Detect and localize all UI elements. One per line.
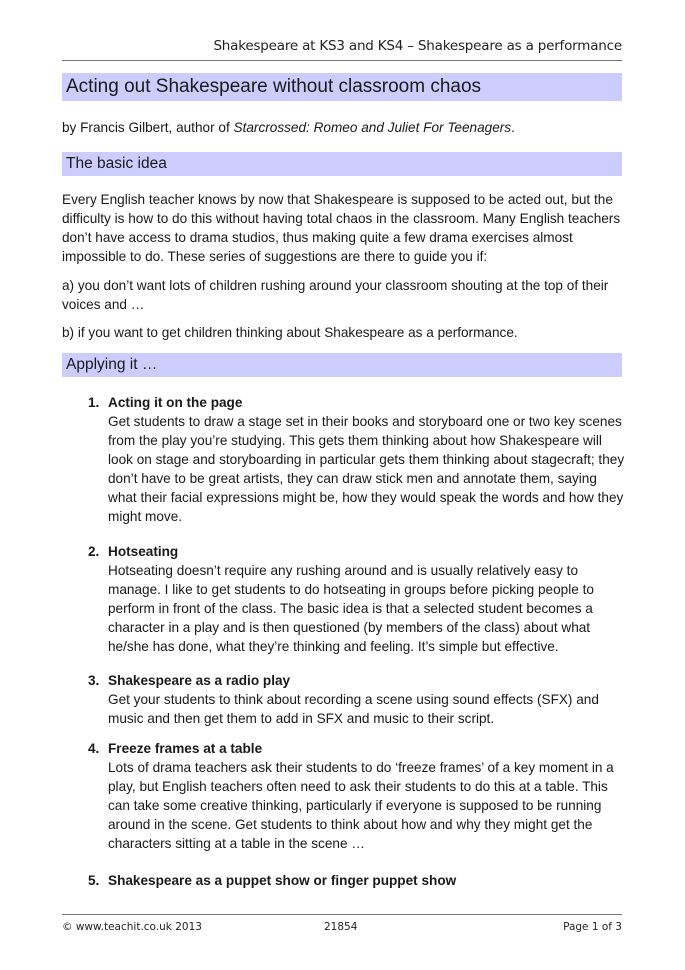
item-title: Shakespeare as a puppet show or finger puppet show	[108, 873, 457, 888]
footer-copyright: © www.teachit.co.uk 2013	[62, 921, 202, 933]
item-title: Hotseating	[108, 544, 179, 559]
list-item	[88, 393, 628, 526]
point-b: b) if you want to get children thinking about Shakespeare as a performance.	[62, 325, 518, 340]
item-body: Get students to draw a stage set in their books and storyboard one or two key scenes from the play you’re studying. This gets them thinking about how Shakespeare will look on stage and storyboarding in particular gets them thinking about stagecraft; they don’t have to be great artists, they can draw stick men and annotate them, saying what their facial expressions might be, how they would speak the words and how they might move.	[108, 414, 625, 524]
item-body: Get your students to think about recording a scene using sound effects (SFX) and music and then get them to add in SFX and music to their script.	[108, 692, 599, 726]
list-item	[88, 542, 628, 656]
list-item	[88, 671, 628, 728]
item-number: 3.	[88, 673, 100, 688]
item-number: 4.	[88, 741, 100, 756]
footer-page-number: Page 1 of 3	[563, 921, 622, 933]
page-footer	[62, 914, 622, 935]
item-number: 1.	[88, 395, 100, 410]
item-title: Shakespeare as a radio play	[108, 673, 291, 688]
item-body: Lots of drama teachers ask their students to do ‘freeze frames’ of a key moment in a play, but English teachers often need to ask their students to do this at a table. This can take some creative thinking, particularly if everyone is supposed to be running around in the scene. Get students to think about how and why they might get the characters sitting at a table in the scene …	[108, 760, 614, 851]
footer-resource-id: 21854	[324, 921, 358, 933]
item-title: Freeze frames at a table	[108, 741, 263, 756]
item-number: 2.	[88, 544, 100, 559]
book-title: Starcrossed: Romeo and Juliet For Teenagers	[233, 120, 512, 135]
basic-idea-paragraph: Every English teacher knows by now that Shakespeare is supposed to be acted out, but the difficulty is how to do this without having total chaos in the classroom. Many English teachers don’t have access to drama studios, thus making quite a few drama exercises almost impossible to do. These series of suggestions are there to guide you if:	[62, 192, 621, 264]
point-a: a) you don’t want lots of children rushing around your classroom shouting at the top of their voices and …	[62, 278, 609, 312]
item-body: Hotseating doesn’t require any rushing around and is usually relatively easy to manage. I like to get students to do hotseating in groups before picking people to perform in front of the class. The basic idea is that a selected student becomes a character in a play and is then questioned (by members of the class) about what he/she has done, what they’re thinking and feeling. It’s simple but effective.	[108, 563, 594, 654]
byline	[62, 118, 628, 137]
page-title: Acting out Shakespeare without classroom chaos	[62, 73, 622, 101]
byline-prefix: by Francis Gilbert, author of	[62, 120, 234, 135]
section-heading-basic-idea: The basic idea	[62, 152, 622, 176]
list-item	[88, 739, 628, 853]
section-heading-applying: Applying it …	[62, 353, 622, 377]
item-number: 5.	[88, 873, 100, 888]
byline-suffix: .	[511, 120, 515, 135]
item-title: Acting it on the page	[108, 395, 243, 410]
list-item	[88, 871, 628, 890]
running-header: Shakespeare at KS3 and KS4 – Shakespeare as a performance	[62, 38, 622, 61]
